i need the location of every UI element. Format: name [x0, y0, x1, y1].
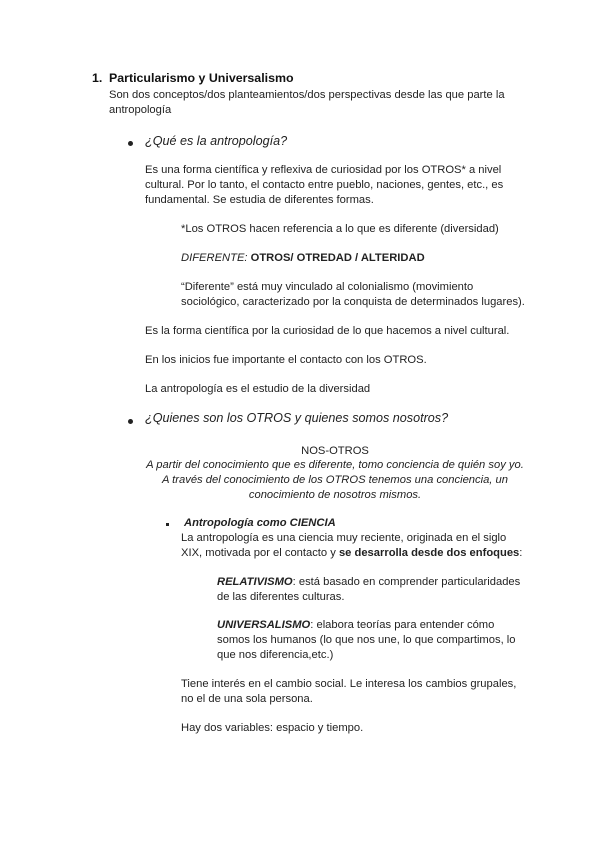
science-text-bold: se desarrolla desde dos enfoques — [338, 547, 520, 559]
science-text-line-1: La antropología es una ciencia muy reciente, originada en el siglo — [181, 532, 507, 544]
relativismo-label: RELATIVISMO — [217, 576, 293, 588]
science-text-start: XIX, motivada por el contacto y — [181, 547, 339, 559]
section-intro-line-2: antropología — [109, 104, 172, 116]
question-what-is-anthropology: ¿Qué es la antropología? — [145, 134, 288, 148]
definition-line-3: fundamental. Se estudia de diferentes formas. — [145, 194, 374, 206]
center-text-line-2: A través del conocimiento de los OTROS tenemos una conciencia, un — [162, 474, 508, 486]
section-number: 1. — [92, 71, 103, 85]
diferente-label: DIFERENTE: — [181, 252, 248, 264]
section-title: Particularismo y Universalismo — [109, 71, 294, 85]
science-text-end: : — [519, 547, 523, 559]
center-text-line-1: A partir del conocimiento que es diferente, tomo conciencia de quién soy yo. — [146, 459, 524, 471]
bullet-dot-icon — [128, 419, 133, 424]
contact-origins-line: En los inicios fue importante el contacto con los OTROS. — [145, 354, 427, 366]
colonialism-line-2: sociológico, caracterizado por la conquista de determinados lugares). — [181, 296, 525, 308]
universalismo-text: : elabora teorías para entender cómo — [310, 619, 495, 631]
question-who-are-others: ¿Quienes son los OTROS y quienes somos nosotros? — [145, 411, 449, 425]
nos-otros-title: NOS-OTROS — [301, 445, 369, 457]
section-intro-line-1: Son dos conceptos/dos planteamientos/dos perspectivas desde las que parte la — [109, 89, 505, 101]
universalismo-line-1 — [217, 618, 494, 633]
diferente-line — [181, 251, 425, 266]
science-subtitle: Antropología como CIENCIA — [184, 517, 336, 529]
scientific-form-line: Es la forma científica por la curiosidad de lo que hacemos a nivel cultural. — [145, 325, 510, 337]
square-bullet-icon — [166, 523, 169, 526]
interest-line-2: no el de una sola persona. — [181, 693, 313, 705]
definition-line-1: Es una forma científica y reflexiva de curiosidad por los OTROS* a nivel — [145, 164, 502, 176]
definition-line-2: cultural. Por lo tanto, el contacto entre pueblo, naciones, gentes, etc., es — [145, 179, 504, 191]
diferente-terms: OTROS/ OTREDAD / ALTERIDAD — [247, 252, 425, 264]
relativismo-line-2: de las diferentes culturas. — [217, 591, 345, 603]
diversity-line: La antropología es el estudio de la diversidad — [145, 383, 371, 395]
others-note: *Los OTROS hacen referencia a lo que es diferente (diversidad) — [181, 223, 499, 235]
bullet-dot-icon — [128, 141, 133, 146]
universalismo-line-2: somos los humanos (lo que nos une, lo que compartimos, lo — [217, 634, 516, 646]
science-text-line-2 — [181, 546, 522, 561]
universalismo-line-3: que nos diferencia,etc.) — [217, 649, 334, 661]
variables-line: Hay dos variables: espacio y tiempo. — [181, 722, 364, 734]
universalismo-label: UNIVERSALISMO — [217, 619, 311, 631]
relativismo-line-1 — [217, 575, 520, 590]
relativismo-text: : está basado en comprender particularidades — [292, 576, 521, 588]
interest-line-1: Tiene interés en el cambio social. Le interesa los cambios grupales, — [181, 678, 517, 690]
center-text-line-3: conocimiento de nosotros mismos. — [248, 489, 422, 501]
colonialism-line-1: “Diferente” está muy vinculado al colonialismo (movimiento — [181, 281, 474, 293]
